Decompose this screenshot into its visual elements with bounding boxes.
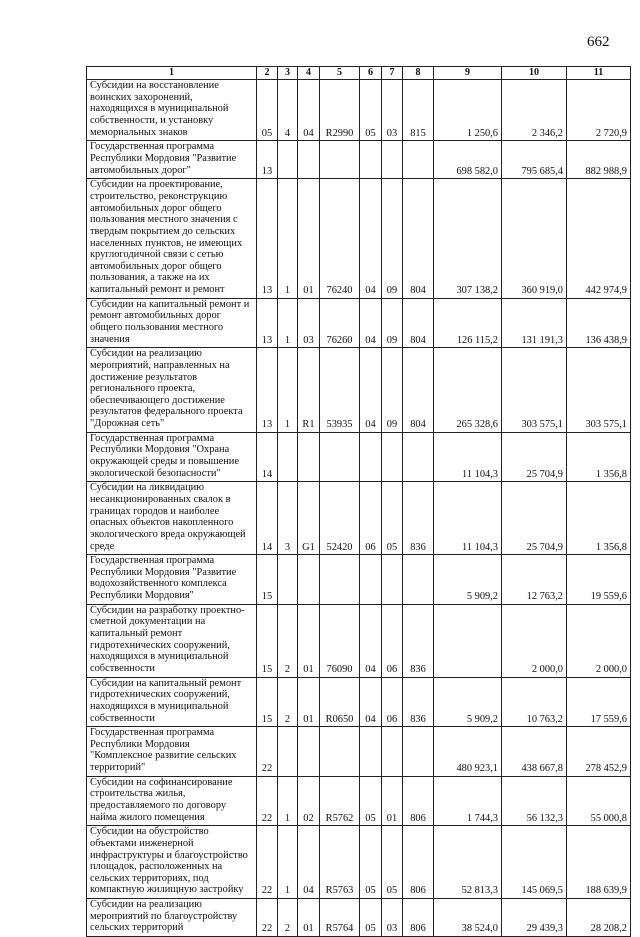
row-code-5: R5762 — [320, 776, 360, 826]
header-cell: 5 — [320, 67, 360, 80]
header-cell: 3 — [278, 67, 298, 80]
row-code-7 — [382, 141, 403, 179]
row-code-6 — [360, 727, 382, 777]
row-code-7 — [382, 555, 403, 605]
row-description: Субсидии на обустройство объектами инженерной инфраструктуры и благоустройство площадок, расположенных на сельских территориях, под компактную жилищную застройку — [87, 826, 257, 899]
row-amount-11: 882 988,9 — [567, 141, 631, 179]
row-code-5: R5764 — [320, 899, 360, 937]
table-row — [87, 899, 631, 937]
row-code-6: 05 — [360, 826, 382, 899]
row-amount-11: 278 452,9 — [567, 727, 631, 777]
row-code-4: 04 — [298, 826, 320, 899]
row-amount-10: 25 704,9 — [502, 482, 567, 555]
row-code-5 — [320, 555, 360, 605]
row-code-7: 05 — [382, 826, 403, 899]
header-cell: 7 — [382, 67, 403, 80]
row-description: Государственная программа Республики Мордовия "Охрана окружающей среды и повышение экологической безопасности" — [87, 432, 257, 482]
row-code-5 — [320, 141, 360, 179]
header-cell: 8 — [403, 67, 434, 80]
row-code-2: 13 — [257, 298, 278, 348]
row-code-4: 01 — [298, 179, 320, 298]
row-code-8: 804 — [403, 179, 434, 298]
row-code-2: 15 — [257, 677, 278, 727]
table-row — [87, 555, 631, 605]
row-code-4: 04 — [298, 80, 320, 141]
table-row — [87, 348, 631, 432]
row-description: Субсидии на ликвидацию несанкционированных свалок в границах городов и наиболее опасных объектов накопленного экологического вреда окружающей среде — [87, 482, 257, 555]
row-amount-9: 265 328,6 — [434, 348, 502, 432]
table-row — [87, 727, 631, 777]
row-code-2: 22 — [257, 776, 278, 826]
table-row — [87, 604, 631, 677]
row-code-6: 05 — [360, 899, 382, 937]
row-amount-11: 2 000,0 — [567, 604, 631, 677]
row-code-6: 04 — [360, 604, 382, 677]
row-description: Субсидии на восстановление воинских захоронений, находящихся в муниципальной собственности, и установку мемориальных знаков — [87, 80, 257, 141]
row-code-4: 02 — [298, 776, 320, 826]
header-row — [87, 67, 631, 80]
row-amount-9: 126 115,2 — [434, 298, 502, 348]
row-code-3: 2 — [278, 899, 298, 937]
row-code-2: 05 — [257, 80, 278, 141]
row-amount-9: 307 138,2 — [434, 179, 502, 298]
row-amount-10: 2 346,2 — [502, 80, 567, 141]
row-description: Государственная программа Республики Мордовия "Комплексное развитие сельских территорий" — [87, 727, 257, 777]
table-row — [87, 141, 631, 179]
table-row — [87, 776, 631, 826]
row-amount-11: 1 356,8 — [567, 432, 631, 482]
row-code-3: 1 — [278, 776, 298, 826]
row-amount-10: 303 575,1 — [502, 348, 567, 432]
row-amount-9: 38 524,0 — [434, 899, 502, 937]
row-code-7: 06 — [382, 677, 403, 727]
header-cell: 1 — [87, 67, 257, 80]
row-code-4 — [298, 555, 320, 605]
row-amount-9: 5 909,2 — [434, 677, 502, 727]
row-code-8 — [403, 432, 434, 482]
row-code-5: R0650 — [320, 677, 360, 727]
row-code-8: 806 — [403, 899, 434, 937]
header-cell: 10 — [502, 67, 567, 80]
header-cell: 9 — [434, 67, 502, 80]
row-amount-9: 480 923,1 — [434, 727, 502, 777]
row-code-8 — [403, 555, 434, 605]
row-code-4 — [298, 432, 320, 482]
table-row — [87, 179, 631, 298]
row-code-3: 1 — [278, 298, 298, 348]
row-description: Субсидии на разработку проектно-сметной документации на капитальный ремонт гидротехнических сооружений, находящихся в муниципальной собственности — [87, 604, 257, 677]
header-cell: 4 — [298, 67, 320, 80]
row-code-3 — [278, 141, 298, 179]
row-amount-10: 25 704,9 — [502, 432, 567, 482]
row-code-2: 22 — [257, 826, 278, 899]
row-code-5 — [320, 727, 360, 777]
row-amount-9: 1 250,6 — [434, 80, 502, 141]
row-code-2: 13 — [257, 179, 278, 298]
row-code-5: R5763 — [320, 826, 360, 899]
row-code-3 — [278, 432, 298, 482]
row-code-2: 13 — [257, 348, 278, 432]
row-code-8 — [403, 727, 434, 777]
header-cell: 2 — [257, 67, 278, 80]
row-description: Субсидии на реализацию мероприятий по благоустройству сельских территорий — [87, 899, 257, 937]
row-code-6 — [360, 555, 382, 605]
row-code-6: 04 — [360, 179, 382, 298]
row-description: Субсидии на капитальный ремонт и ремонт автомобильных дорог общего пользования местного значения — [87, 298, 257, 348]
row-code-2: 22 — [257, 727, 278, 777]
row-amount-11: 28 208,2 — [567, 899, 631, 937]
row-code-4: G1 — [298, 482, 320, 555]
row-description: Субсидии на реализацию мероприятий, направленных на достижение результатов регионального проекта, обеспечивающего достижение результатов федерального проекта "Дорожная сеть" — [87, 348, 257, 432]
row-code-8: 806 — [403, 826, 434, 899]
row-code-2: 14 — [257, 482, 278, 555]
row-amount-11: 19 559,6 — [567, 555, 631, 605]
row-amount-10: 145 069,5 — [502, 826, 567, 899]
row-amount-9: 698 582,0 — [434, 141, 502, 179]
row-amount-10: 56 132,3 — [502, 776, 567, 826]
row-code-7: 09 — [382, 179, 403, 298]
row-code-2: 22 — [257, 899, 278, 937]
row-amount-9: 52 813,3 — [434, 826, 502, 899]
row-code-6 — [360, 141, 382, 179]
row-code-5: 76260 — [320, 298, 360, 348]
row-code-3: 2 — [278, 677, 298, 727]
row-amount-11: 1 356,8 — [567, 482, 631, 555]
row-code-2: 15 — [257, 604, 278, 677]
row-code-4: R1 — [298, 348, 320, 432]
row-amount-9 — [434, 604, 502, 677]
row-amount-10: 29 439,3 — [502, 899, 567, 937]
row-amount-9: 11 104,3 — [434, 432, 502, 482]
row-code-7 — [382, 432, 403, 482]
row-code-6 — [360, 432, 382, 482]
row-code-3: 2 — [278, 604, 298, 677]
row-code-5: 52420 — [320, 482, 360, 555]
row-code-3: 1 — [278, 179, 298, 298]
row-code-3: 1 — [278, 826, 298, 899]
row-code-3: 4 — [278, 80, 298, 141]
row-code-8 — [403, 141, 434, 179]
row-amount-11: 17 559,6 — [567, 677, 631, 727]
row-code-5 — [320, 432, 360, 482]
page-number: 662 — [587, 34, 610, 50]
row-code-6: 04 — [360, 677, 382, 727]
row-code-4: 01 — [298, 899, 320, 937]
row-code-7: 01 — [382, 776, 403, 826]
table-row — [87, 482, 631, 555]
budget-table — [86, 66, 631, 937]
row-code-8: 836 — [403, 482, 434, 555]
row-code-3: 1 — [278, 348, 298, 432]
row-description: Субсидии на капитальный ремонт гидротехнических сооружений, находящихся в муниципальной собственности — [87, 677, 257, 727]
row-amount-11: 136 438,9 — [567, 298, 631, 348]
row-code-3: 3 — [278, 482, 298, 555]
row-code-5: 76090 — [320, 604, 360, 677]
row-code-2: 13 — [257, 141, 278, 179]
row-amount-10: 795 685,4 — [502, 141, 567, 179]
row-code-6: 06 — [360, 482, 382, 555]
row-code-6: 05 — [360, 776, 382, 826]
row-amount-11: 303 575,1 — [567, 348, 631, 432]
row-code-5: R2990 — [320, 80, 360, 141]
row-amount-10: 438 667,8 — [502, 727, 567, 777]
row-amount-9: 5 909,2 — [434, 555, 502, 605]
row-code-3 — [278, 555, 298, 605]
header-cell: 6 — [360, 67, 382, 80]
row-amount-10: 131 191,3 — [502, 298, 567, 348]
row-code-8: 806 — [403, 776, 434, 826]
row-code-4: 01 — [298, 677, 320, 727]
row-code-7: 03 — [382, 80, 403, 141]
row-description: Субсидии на софинансирование строительства жилья, предоставляемого по договору найма жилого помещения — [87, 776, 257, 826]
row-code-7: 05 — [382, 482, 403, 555]
row-description: Государственная программа Республики Мордовия "Развитие автомобильных дорог" — [87, 141, 257, 179]
row-amount-10: 2 000,0 — [502, 604, 567, 677]
row-code-2: 14 — [257, 432, 278, 482]
table-row — [87, 826, 631, 899]
row-code-5: 53935 — [320, 348, 360, 432]
table-row — [87, 298, 631, 348]
row-code-6: 04 — [360, 348, 382, 432]
table-row — [87, 80, 631, 141]
row-description: Государственная программа Республики Мордовия "Развитие водохозяйственного комплекса Республики Мордовия" — [87, 555, 257, 605]
row-code-3 — [278, 727, 298, 777]
row-code-6: 04 — [360, 298, 382, 348]
row-code-7: 09 — [382, 348, 403, 432]
row-code-7: 09 — [382, 298, 403, 348]
row-code-7: 06 — [382, 604, 403, 677]
header-cell: 11 — [567, 67, 631, 80]
row-amount-11: 2 720,9 — [567, 80, 631, 141]
row-code-8: 804 — [403, 348, 434, 432]
table-row — [87, 677, 631, 727]
row-amount-10: 360 919,0 — [502, 179, 567, 298]
row-code-8: 836 — [403, 677, 434, 727]
row-code-8: 836 — [403, 604, 434, 677]
row-amount-9: 11 104,3 — [434, 482, 502, 555]
table-row — [87, 432, 631, 482]
row-code-6: 05 — [360, 80, 382, 141]
row-code-7 — [382, 727, 403, 777]
row-amount-9: 1 744,3 — [434, 776, 502, 826]
row-amount-10: 12 763,2 — [502, 555, 567, 605]
row-description: Субсидии на проектирование, строительство, реконструкцию автомобильных дорог общего пользования местного значения с твердым покрытием до сельских населенных пунктов, не имеющих круглогодичной связи с сетью автомобильных дорог общего пользования, а также на их капитальный ремонт и ремонт — [87, 179, 257, 298]
row-code-7: 03 — [382, 899, 403, 937]
row-amount-11: 442 974,9 — [567, 179, 631, 298]
row-code-5: 76240 — [320, 179, 360, 298]
row-code-8: 804 — [403, 298, 434, 348]
row-code-2: 15 — [257, 555, 278, 605]
row-code-8: 815 — [403, 80, 434, 141]
row-amount-11: 55 000,8 — [567, 776, 631, 826]
row-amount-11: 188 639,9 — [567, 826, 631, 899]
row-code-4 — [298, 727, 320, 777]
row-code-4 — [298, 141, 320, 179]
row-amount-10: 10 763,2 — [502, 677, 567, 727]
row-code-4: 03 — [298, 298, 320, 348]
row-code-4: 01 — [298, 604, 320, 677]
